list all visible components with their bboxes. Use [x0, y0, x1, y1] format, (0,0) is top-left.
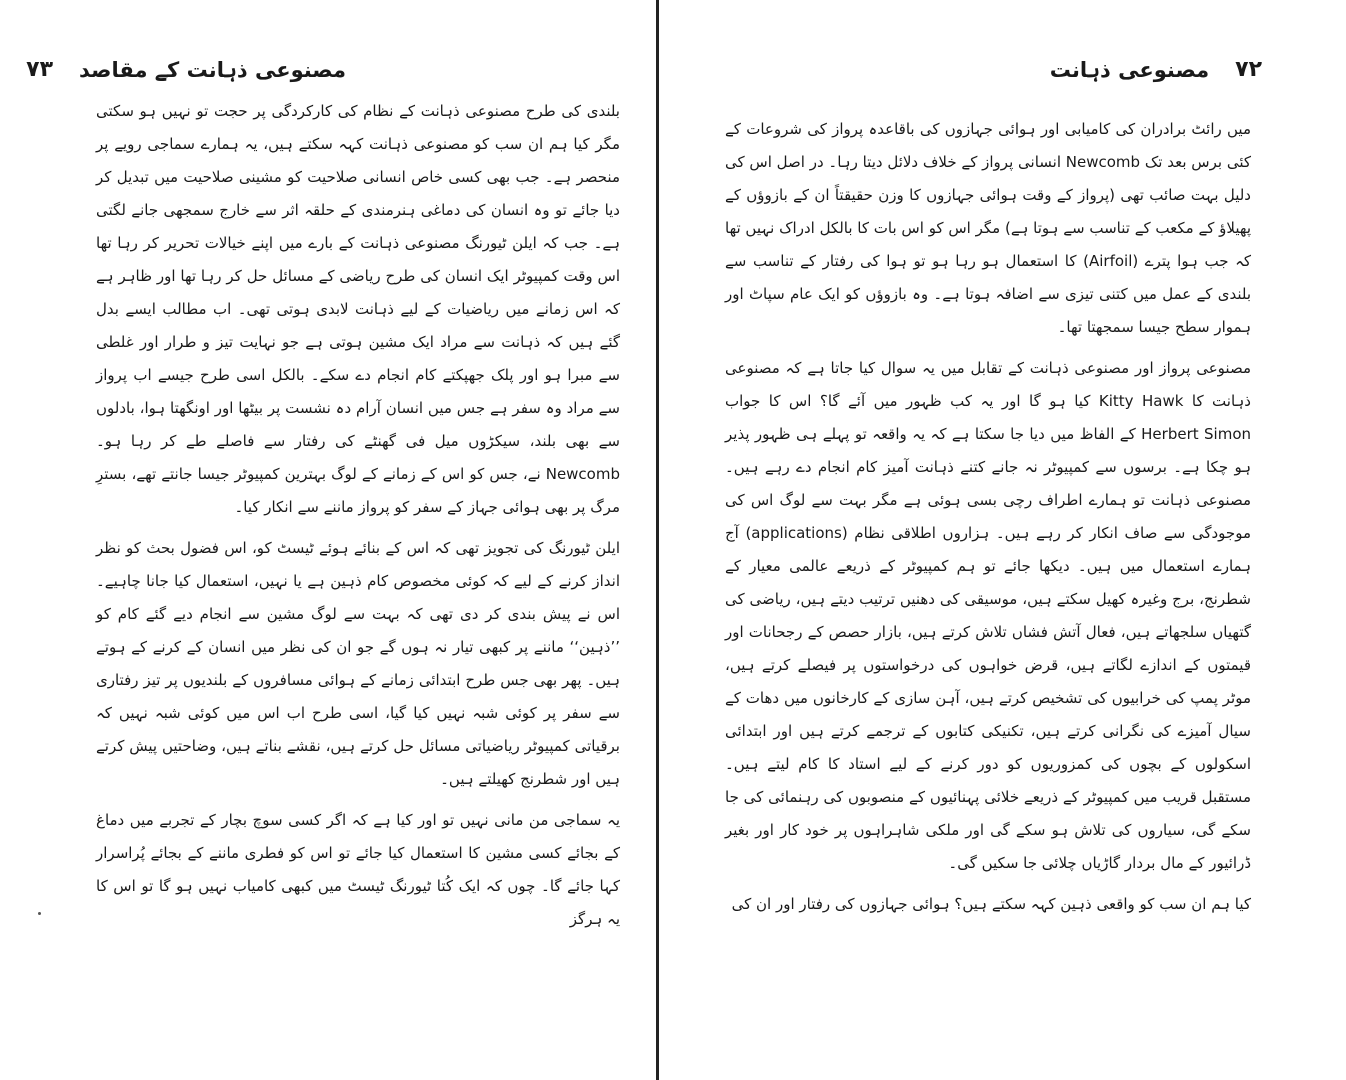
- paragraph: مصنوعی پرواز اور مصنوعی ذہانت کے تقابل میں یہ سوال کیا جاتا ہے کہ مصنوعی ذہانت کا Kitty Hawk کیا ہو گا اور یہ کب ظہور میں آئے گا؟ اس کا جواب Herbert Simon کے الفاظ میں دیا جا سکتا ہے کہ یہ واقعہ تو پہلے ہی ظہور پذیر ہو چکا ہے۔ برسوں سے کمپیوٹر نہ جانے کتنے ذہانت آمیز کام انجام دے رہے ہیں۔ مصنوعی ذہانت تو ہمارے اطراف رچی بسی ہوئی ہے مگر بہت سے لوگ اس کی موجودگی سے صاف انکار کر رہے ہیں۔ ہزاروں اطلاقی نظام (applications) آج ہمارے استعمال میں ہیں۔ دیکھا جائے تو ہم کمپیوٹر کے ذریعے عالمی معیار کے شطرنج، برج وغیرہ کھیل سکتے ہیں، موسیقی کی دھنیں ترتیب دیتے ہیں، ریاضی کی گتھیاں سلجھاتے ہیں، فعال آتش فشاں تلاش کرتے ہیں، بازار حصص کے رجحانات اور قیمتوں کے اندازے لگاتے ہیں، قرض خواہوں کی درخواستوں پر فیصلے کرتے ہیں، موٹر پمپ کی خرابیوں کی تشخیص کرتے ہیں، آہن سازی کے کارخانوں میں دھات کے سیال آمیزے کی نگرانی کرتے ہیں، تکنیکی کتابوں کے ترجمے کرتے ہیں اور ابتدائی اسکولوں کے بچوں کی کمزوریوں کو دور کرنے کے لیے استاد کا کام لیتے ہیں۔ مستقبل قریب میں کمپیوٹر کے ذریعے خلائی پہنائیوں کے منصوبوں کی رہنمائی کی جا سکے گی، سیاروں کی تلاش ہو سکے گی اور ملکی شاہراہوں پر خود کار اور بغیر ڈرائیور کے مال بردار گاڑیاں چلائی جا سکیں گی۔: [725, 359, 1251, 872]
- paragraph: کیا ہم ان سب کو واقعی ذہین کہہ سکتے ہیں؟ ہوائی جہازوں کی رفتار اور ان کی: [731, 895, 1251, 913]
- right-body-text: [725, 113, 1251, 929]
- left-page-number: ۷۳: [26, 57, 54, 82]
- left-body-text: [96, 95, 620, 944]
- left-running-head: [26, 50, 346, 90]
- paragraph: بلندی کی طرح مصنوعی ذہانت کے نظام کی کارکردگی پر حجت تو نہیں ہو سکتی مگر کیا ہم ان سب کو مصنوعی ذہانت کہہ سکتے ہیں، یہ ہمارے سماجی رویے پر منحصر ہے۔ جب بھی کسی خاص انسانی صلاحیت کو مشینی صلاحیت میں تبدیل کر دیا جائے تو وہ انسان کی دماغی ہنرمندی کے حلقہ اثر سے خارج سمجھی جانے لگتی ہے۔ جب کہ ایلن ٹیورنگ مصنوعی ذہانت کے بارے میں اپنے خیالات تحریر کر رہا تھا اس وقت کمپیوٹر ایک انسان کی طرح ریاضی کے مسائل حل کر رہا تھا اور ظاہر ہے کہ اس زمانے میں ریاضیات کے لیے ذہانت لابدی ہوتی تھی۔ اب مطالب ایسے بدل گئے ہیں کہ ذہانت سے مراد ایک مشین ہوتی ہے جو نہایت تیز و طرار اور غلطی سے مبرا ہو اور پلک جھپکتے کام انجام دے سکے۔ بالکل اسی طرح جیسے اب پرواز سے مراد وہ سفر ہے جس میں انسان آرام دہ نشست پر بیٹھا اور اونگھتا ہوا، بادلوں سے بھی بلند، سیکڑوں میل فی گھنٹے کی رفتار سے فاصلے طے کر رہا ہو۔ Newcomb نے، جس کو اس کے زمانے کے لوگ بہترین کمپیوٹر جیسا جانتے تھے، بسترِ مرگ پر بھی ہوائی جہاز کے سفر کو پرواز ماننے سے انکار کیا۔: [96, 102, 620, 516]
- right-running-head: [1049, 50, 1262, 90]
- paragraph: ایلن ٹیورنگ کی تجویز تھی کہ اس کے بنائے ہوئے ٹیسٹ کو، اس فضول بحث کو نظر انداز کرنے کے لیے کہ کوئی مخصوص کام ذہین ہے یا نہیں، استعمال کیا جانا چاہیے۔ اس نے پیش بندی کر دی تھی کہ بہت سے لوگ مشین سے انجام دیے گئے کام کو ’’ذہین‘‘ ماننے پر کبھی تیار نہ ہوں گے جو ان کی نظر میں انسان کے کرنے کے ہوتے ہیں۔ پھر بھی جس طرح ابتدائی زمانے کے ہوائی مسافروں کے بلندیوں پر تیز رفتاری سے سفر پر کوئی شبہ نہیں کیا گیا، اسی طرح اب اس میں کوئی شبہ نہیں کہ برقیاتی کمپیوٹر ریاضیاتی مسائل حل کرتے ہیں، نقشے بناتے ہیں، وضاحتیں پیش کرتے ہیں اور شطرنج کھیلتے ہیں۔: [96, 539, 620, 788]
- page-gutter-divider: [656, 0, 659, 1080]
- paragraph: میں رائٹ برادران کی کامیابی اور ہوائی جہازوں کی باقاعدہ پرواز کی شروعات کے کئی برس بعد تک Newcomb انسانی پرواز کے خلاف دلائل دیتا رہا۔ در اصل اس کی دلیل بہت صائب تھی (پرواز کے وقت ہوائی جہازوں کا وزن حقیقتاً ان کے بازوؤں کے پھیلاؤ کے مکعب کے تناسب سے ہوتا ہے) مگر اس کو اس بات کا بالکل ادراک نہیں تھا کہ جب ہوا پترے (Airfoil) کا استعمال ہو رہا ہو تو ہوا کی رفتار کے تناسب سے بلندی کے عمل میں کتنی تیزی سے اضافہ ہوتا ہے۔ وہ بازوؤں کو ایک عام سپاٹ اور ہموار سطح جیسا سمجھتا تھا۔: [725, 120, 1252, 336]
- right-page: [660, 0, 1346, 1080]
- right-page-number: ۷۲: [1235, 57, 1262, 82]
- right-header-title: مصنوعی ذہانت: [1049, 58, 1210, 82]
- paragraph: یہ سماجی من مانی نہیں تو اور کیا ہے کہ اگر کسی سوچ بچار کے تجربے میں دماغ کے بجائے کسی مشین کا استعمال کیا جائے تو اس کو فطری ماننے کے بجائے پُراسرار کہا جائے گا۔ چوں کہ ایک کُتا ٹیورنگ ٹیسٹ میں کبھی کامیاب نہیں ہو گا تو اس کا یہ ہرگز: [96, 811, 620, 928]
- page-speck: [38, 912, 41, 915]
- left-page: [0, 0, 658, 1080]
- left-header-title: مصنوعی ذہانت کے مقاصد: [79, 58, 346, 82]
